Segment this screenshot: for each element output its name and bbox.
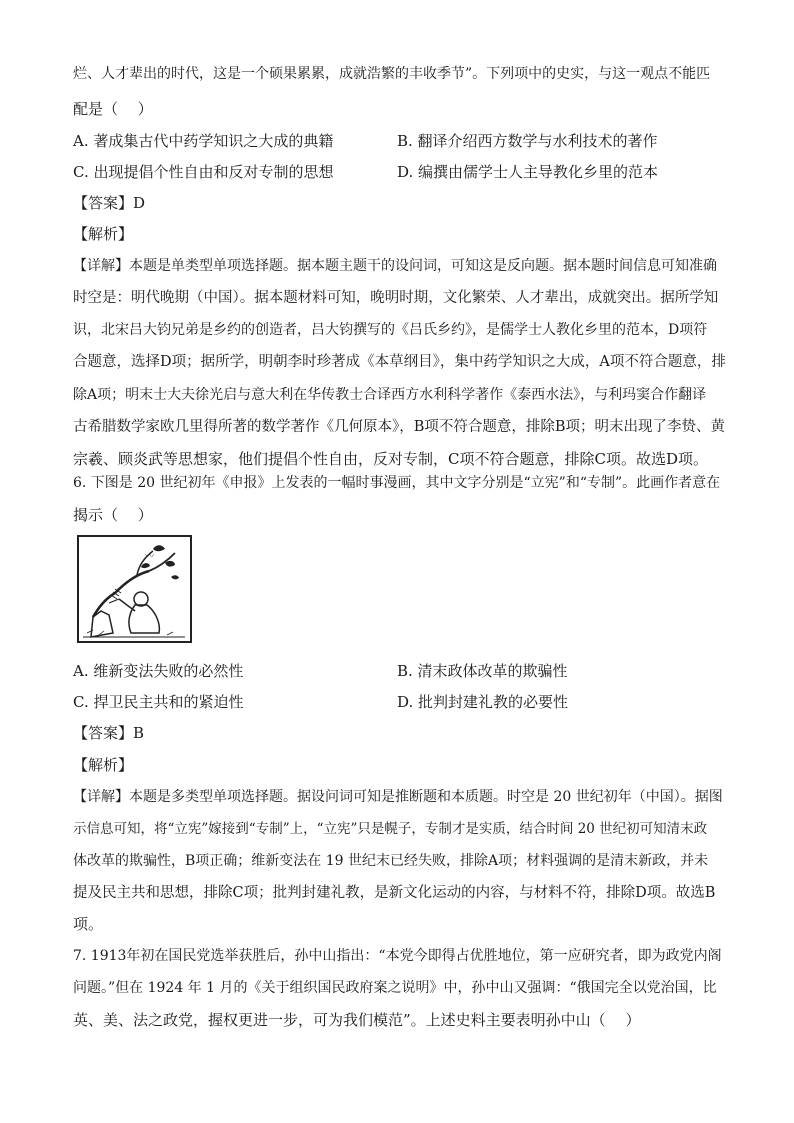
q6-detail-line: 【详解】本题是多类型单项选择题。据设问词可知是推断题和本质题。时空是 20 世纪初年（中国）。据图 — [73, 789, 723, 805]
q5-option-b: B. 翻译介绍西方数学与水利技术的著作 — [397, 132, 658, 150]
q6-detail-line: 项。 — [73, 915, 104, 933]
q5-option-c: C. 出现提倡个性自由和反对专制的思想 — [73, 163, 334, 181]
q6-detail-line: 示信息可知，将“立宪”嫁接到“专制”上，“立宪”只是幌子，专制才是实质，结合时间 20 世纪初可知清末政 — [73, 821, 708, 837]
q6-answer: 【答案】B — [73, 724, 145, 742]
q5-detail-line: 时空是：明代晚期（中国）。据本题材料可知，晚明时期，文化繁荣、人才辈出，成就突出。据所学知 — [73, 290, 719, 306]
q5-detail-line: 合题意，选择D项；据所学，明朝李时珍著成《本草纲目》，集中药学知识之大成，A项不符合题意，排 — [73, 354, 726, 370]
q6-stem-line2: 揭示（ ） — [73, 506, 153, 524]
q5-detail-line: 识，北宋吕大钧兄弟是乡约的创造者，吕大钧撰写的《吕氏乡约》，是儒学士人教化乡里的范本，D项符 — [73, 322, 708, 338]
q5-option-d: D. 编撰由儒学士人主导教化乡里的范本 — [397, 163, 659, 181]
svg-text:〰: 〰 — [145, 552, 155, 562]
political-cartoon-image — [77, 535, 192, 643]
q6-detail-line: 提及民主共和思想，排除C项；批判封建礼教，是新文化运动的内容，与材料不符，排除D项。故选B — [73, 885, 716, 901]
q5-answer: 【答案】D — [73, 194, 146, 212]
q6-detail-line: 体改革的欺骗性，B项正确；维新变法在 19 世纪末已经失败，排除A项；材料强调的是清末新政，并未 — [73, 853, 709, 869]
q5-stem-line1: 烂、人才辈出的时代，这是一个硕果累累，成就浩繁的丰收季节”。下列项中的史实，与这一观点不能匹 — [73, 66, 711, 82]
q7-stem-line: 7. 1913年初在国民党选举获胜后，孙中山指出：“本党今即得占优胜地位，第一应研究者，即为政党内阁 — [73, 948, 722, 964]
q7-stem-line: 英、美、法之政党，握权更进一步，可为我们模范”。上述史料主要表明孙中山（ ） — [73, 1011, 641, 1029]
cartoon-drawing — [79, 537, 190, 641]
q6-option-a: A. 维新变法失败的必然性 — [73, 662, 244, 680]
q5-option-a: A. 著成集古代中药学知识之大成的典籍 — [73, 132, 334, 150]
q6-analysis-label: 【解析】 — [73, 756, 134, 774]
q5-analysis-label: 【解析】 — [73, 225, 134, 243]
q5-detail-line: 宗羲、顾炎武等思想家，他们提倡个性自由，反对专制，C项不符合题意，排除C项。故选D项。 — [73, 450, 708, 468]
q5-detail-line: 除A项；明末士大夫徐光启与意大利在华传教士合译西方水利科学著作《泰西水法》，与利玛窦合作翻译 — [73, 387, 707, 403]
q5-stem-line2: 配是（ ） — [73, 100, 153, 118]
q6-option-d: D. 批判封建礼教的必要性 — [397, 693, 569, 711]
q6-option-b: B. 清末政体改革的欺骗性 — [397, 662, 568, 680]
q5-detail-line: 【详解】本题是单类型单项选择题。据本题主题干的设问词，可知这是反向题。据本题时间信息可知准确 — [73, 258, 717, 274]
q6-option-c: C. 捍卫民主共和的紧迫性 — [73, 693, 244, 711]
q7-stem-line: 问题。”但在 1924 年 1 月的《关于组织国民政府案之说明》中，孙中山又强调：“俄国完全以党治国，比 — [73, 980, 717, 996]
q5-detail-line: 古希腊数学家欧几里得所著的数学著作《几何原本》，B项不符合题意，排除B项；明末出现了李贽、黄 — [73, 419, 726, 435]
q6-stem-line1: 6. 下图是 20 世纪初年《申报》上发表的一幅时事漫画，其中文字分别是“立宪”和“专制”。此画作者意在 — [73, 475, 721, 491]
